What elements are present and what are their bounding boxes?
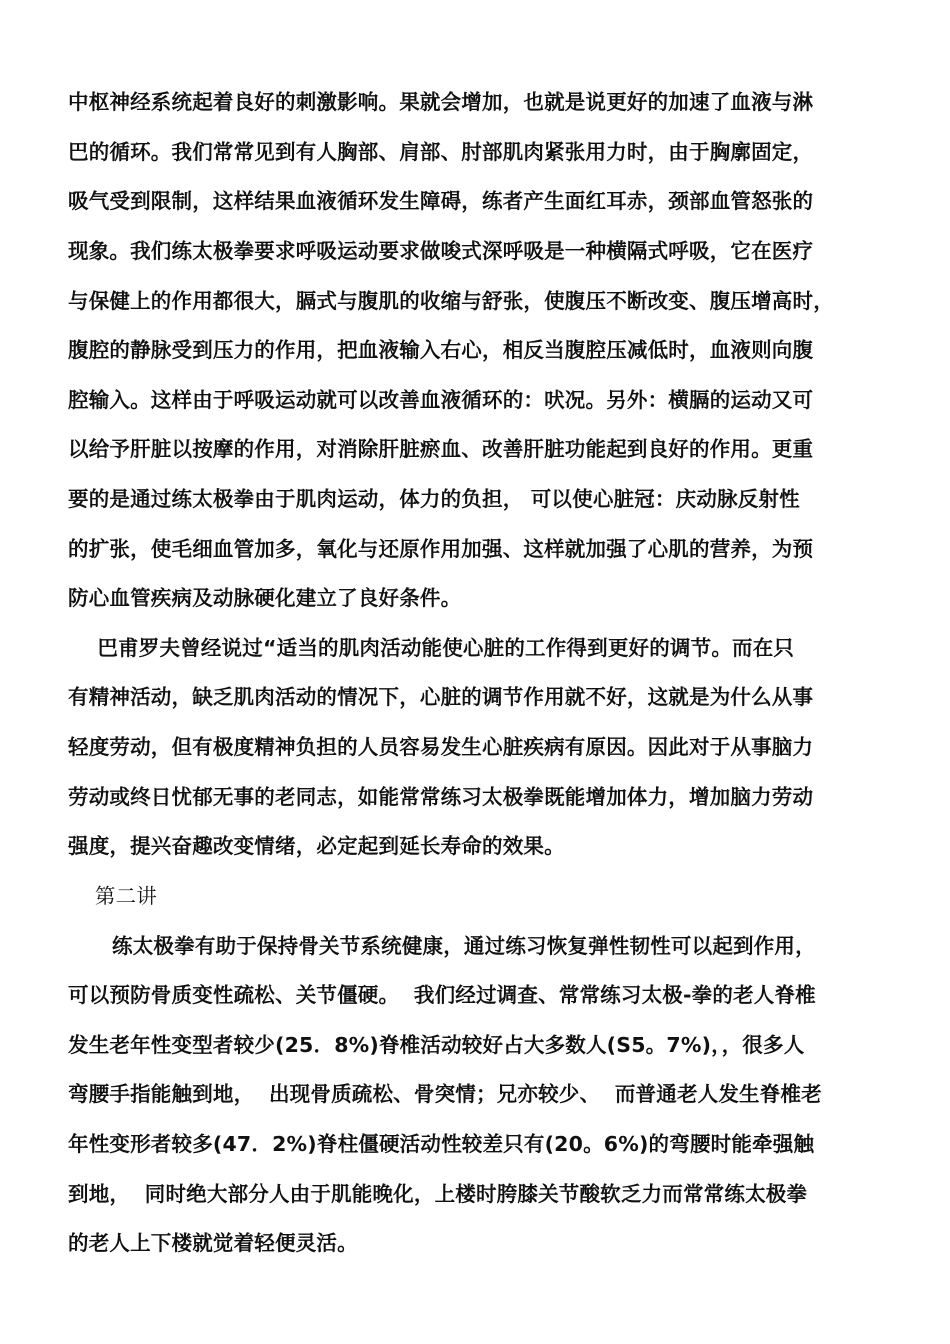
paragraph-3-line-7: 的老人上下楼就觉着轻便灵活。 (68, 1231, 358, 1255)
paragraph-3-line-3: 发生老年性变型者较少(25．8%)脊椎活动较好占大多数人(S5。7%)，，很多人 (68, 1033, 805, 1057)
paragraph-3-line-5: 年性变形者较多(47．2%)脊柱僵硬活动性较差只有(20。6%)的弯腰时能牵强触 (68, 1132, 815, 1156)
paragraph-1-line-11: 防心血管疾病及动脉硬化建立了良好条件。 (68, 586, 462, 610)
section-heading: 第二讲 (68, 884, 157, 908)
paragraph-1-line-3: 吸气受到限制，这样结果血液循环发生障碍，练者产生面红耳赤，颈部血管怒张的 (68, 189, 814, 213)
paragraph-2-line-2: 有精神活动，缺乏肌肉活动的情况下，心脏的调节作用就不好，这就是为什么从事 (68, 685, 814, 709)
paragraph-2-line-4: 劳动或终日忧郁无事的老同志，如能常常练习太极拳既能增加体力，增加脑力劳动 (68, 785, 814, 809)
paragraph-1-line-1: 中枢神经系统起着良好的刺激影响。果就会增加，也就是说更好的加速了血液与淋 (68, 90, 814, 114)
paragraph-1-line-10: 的扩张，使毛细血管加多，氧化与还原作用加强、这样就加强了心肌的营养，为预 (68, 537, 814, 561)
paragraph-1-line-9: 要的是通过练太极拳由于肌肉运动，体力的负担， 可以使心脏冠：庆动脉反射性 (68, 487, 800, 511)
paragraph-1-line-8: 以给予肝脏以按摩的作用，对消除肝脏瘀血、改善肝脏功能起到良好的作用。更重 (68, 437, 814, 461)
paragraph-1-line-6: 腹腔的静脉受到压力的作用，把血液输入右心，相反当腹腔压减低时，血液则向腹 (68, 338, 814, 362)
paragraph-2-line-1: 巴甫罗夫曾经说过“适当的肌肉活动能使心脏的工作得到更好的调节。而在只 (68, 636, 795, 660)
paragraph-3-line-1: 练太极拳有助于保持骨关节系统健康，通过练习恢复弹性韧性可以起到作用， (68, 934, 816, 958)
paragraph-3-line-6: 到地， 同时绝大部分人由于肌能晚化，上楼时胯膝关节酸软乏力而常常练太极拳 (68, 1182, 808, 1206)
paragraph-1-line-7: 腔输入。这样由于呼吸运动就可以改善血液循环的：吠况。另外：横膈的运动又可 (68, 388, 814, 412)
paragraph-3-line-2: 可以预防骨质变性疏松、关节僵硬。 我们经过调查、常常练习太极-拳的老人脊椎 (68, 983, 816, 1007)
paragraph-2-line-5: 强度，提兴奋趣改变情绪，必定起到延长寿命的效果。 (68, 834, 565, 858)
paragraph-2-line-3: 轻度劳动，但有极度精神负担的人员容易发生心脏疾病有原因。因此对于从事脑力 (68, 735, 814, 759)
paragraph-1-line-5: 与保健上的作用都很大，膈式与腹肌的收缩与舒张，使腹压不断改变、腹压增高时， (68, 289, 834, 313)
paragraph-3-line-4: 弯腰手指能触到地， 出现骨质疏松、骨突情；兄亦较少、 而普通老人发生脊椎老 (68, 1082, 822, 1106)
paragraph-1-line-2: 巴的循环。我们常常见到有人胸部、肩部、肘部肌肉紧张用力时，由于胸廓固定， (68, 140, 814, 164)
paragraph-1-line-4: 现象。我们练太极拳要求呼吸运动要求做唆式深呼吸是一种横隔式呼吸，它在医疗 (68, 239, 814, 263)
